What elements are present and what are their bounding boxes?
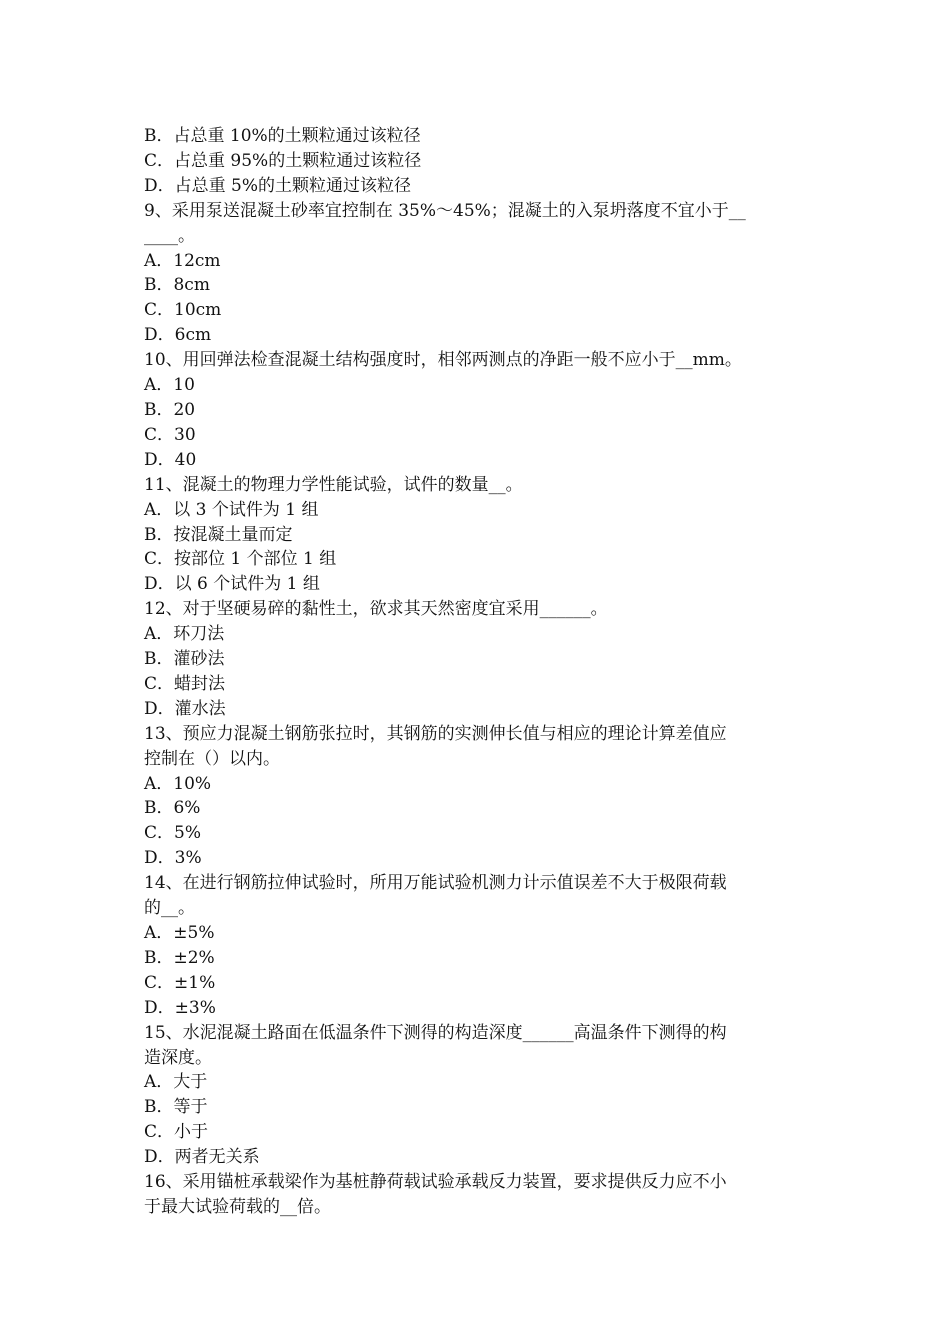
question-14-text-cont: 的__。 xyxy=(144,898,195,919)
option-d-line: D．占总重 5%的土颗粒通过该粒径 xyxy=(144,175,412,196)
q13-option-d: D．3% xyxy=(144,848,202,869)
question-14-text: 14、在进行钢筋拉伸试验时，所用万能试验机测力计示值误差不大于极限荷载 xyxy=(144,873,727,894)
q14-option-d: D．±3% xyxy=(144,997,216,1018)
q11-option-d: D．以 6 个试件为 1 组 xyxy=(144,574,320,595)
q9-option-c: C．10cm xyxy=(144,300,222,321)
question-10-text: 10、用回弹法检查混凝土结构强度时，相邻两测点的净距一般不应小于__mm。 xyxy=(144,350,742,371)
q15-option-d: D．两者无关系 xyxy=(144,1147,260,1168)
q11-option-a: A．以 3 个试件为 1 组 xyxy=(144,499,319,520)
q13-option-b: B．6% xyxy=(144,798,201,819)
q14-option-c: C．±1% xyxy=(144,972,216,993)
q9-option-a: A．12cm xyxy=(144,250,221,271)
question-16-text: 16、采用锚桩承载梁作为基桩静荷载试验承载反力装置，要求提供反力应不小 xyxy=(144,1172,727,1193)
question-16-text-cont: 于最大试验荷载的__倍。 xyxy=(144,1196,331,1217)
question-12-text: 12、对于坚硬易碎的黏性土，欲求其天然密度宜采用______。 xyxy=(144,599,608,620)
q10-option-a: A．10 xyxy=(144,375,195,396)
question-13-text-cont: 控制在（）以内。 xyxy=(144,748,280,769)
q15-option-b: B．等于 xyxy=(144,1097,208,1118)
question-13-text: 13、预应力混凝土钢筋张拉时，其钢筋的实测伸长值与相应的理论计算差值应 xyxy=(144,723,727,744)
q15-option-a: A．大于 xyxy=(144,1072,208,1093)
q12-option-c: C．蜡封法 xyxy=(144,673,226,694)
q9-option-d: D．6cm xyxy=(144,325,212,346)
question-15-text-cont: 造深度。 xyxy=(144,1047,212,1068)
q13-option-c: C．5% xyxy=(144,823,201,844)
q14-option-a: A．±5% xyxy=(144,923,215,943)
document-body xyxy=(144,124,809,1220)
q11-option-c: C．按部位 1 个部位 1 组 xyxy=(144,549,337,570)
q10-option-c: C．30 xyxy=(144,424,196,445)
q12-option-d: D．灌水法 xyxy=(144,698,226,719)
q11-option-b: B．按混凝土量而定 xyxy=(144,524,293,545)
question-11-text: 11、混凝土的物理力学性能试验，试件的数量__。 xyxy=(144,474,523,495)
question-9-text-cont: ____。 xyxy=(144,225,195,246)
q10-option-b: B．20 xyxy=(144,399,196,420)
option-b-line: B．占总重 10%的土颗粒通过该粒径 xyxy=(144,126,421,146)
q13-option-a: A．10% xyxy=(144,773,212,794)
option-c-line: C．占总重 95%的土颗粒通过该粒径 xyxy=(144,150,422,171)
q15-option-c: C．小于 xyxy=(144,1122,209,1143)
q10-option-d: D．40 xyxy=(144,449,197,470)
q9-option-b: B．8cm xyxy=(144,275,210,296)
q14-option-b: B．±2% xyxy=(144,947,215,968)
question-15-text: 15、水泥混凝土路面在低温条件下测得的构造深度______高温条件下测得的构 xyxy=(144,1022,727,1043)
question-9-text: 9、采用泵送混凝土砂率宜控制在 35%～45%；混凝土的入泵坍落度不宜小于__ xyxy=(144,200,746,221)
q12-option-a: A．环刀法 xyxy=(144,624,225,645)
q12-option-b: B．灌砂法 xyxy=(144,649,225,670)
